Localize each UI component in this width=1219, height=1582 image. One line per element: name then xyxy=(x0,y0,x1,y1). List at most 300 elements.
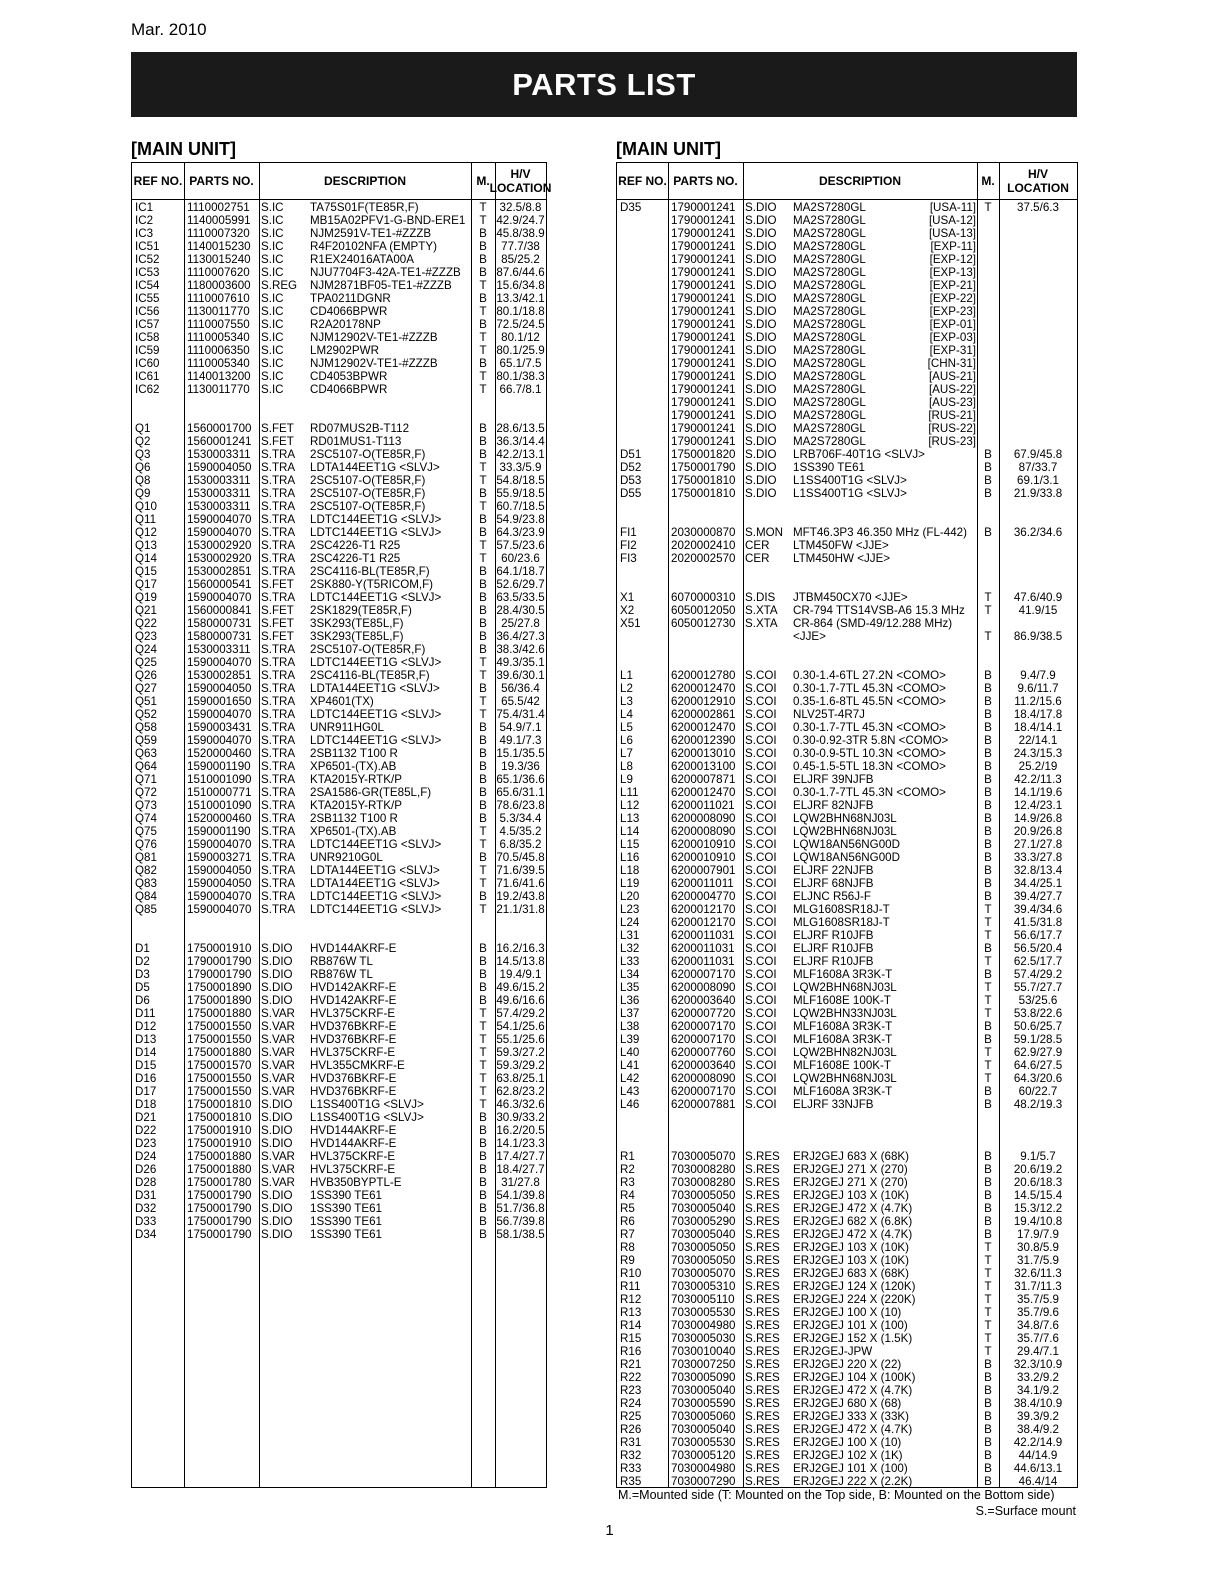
hv-location: 69.1/3.1 xyxy=(1017,474,1059,487)
parts-no: 1750001570 xyxy=(187,1059,252,1072)
ref-no: R33 xyxy=(620,1462,642,1475)
parts-no: 6200012470 xyxy=(671,786,736,799)
parts-no: 1750001880 xyxy=(187,1007,252,1020)
table-row xyxy=(617,864,1077,877)
table-row xyxy=(617,539,1077,552)
part-type: S.COI xyxy=(745,994,777,1007)
parts-no: 1790001241 xyxy=(671,331,736,344)
mounted-side: T xyxy=(984,1345,992,1358)
col-ref-no: REF NO. xyxy=(133,174,183,188)
mounted-side: B xyxy=(479,721,487,734)
ref-no: Q24 xyxy=(135,643,157,656)
table-row xyxy=(132,487,546,500)
parts-no: 6200007881 xyxy=(671,1098,736,1111)
part-type: S.IC xyxy=(261,240,284,253)
description: LRB706F-40T1G <SLVJ> xyxy=(793,448,925,461)
table-row xyxy=(617,357,1077,370)
part-type: S.DIO xyxy=(745,409,777,422)
parts-no: 7030007250 xyxy=(671,1358,736,1371)
table-row xyxy=(132,474,546,487)
parts-no: 1530002851 xyxy=(187,669,252,682)
parts-no: 7030007290 xyxy=(671,1475,736,1488)
description: 2SK880-Y(T5RICOM,F) xyxy=(310,578,434,591)
part-type: S.DIO xyxy=(745,474,777,487)
description: MA2S7280GL xyxy=(793,409,866,422)
region-code: [EXP-11] xyxy=(930,240,976,253)
description: 0.30-1.7-7TL 45.3N <COMO> xyxy=(793,786,946,799)
ref-no: X2 xyxy=(620,604,635,617)
hv-location: 20.9/26.8 xyxy=(1013,825,1063,838)
description: 1SS390 TE61 xyxy=(310,1215,382,1228)
parts-no: 1110002751 xyxy=(187,201,250,214)
description: LDTA144EET1G <SLVJ> xyxy=(310,682,440,695)
hv-location: 49.3/35.1 xyxy=(496,656,545,669)
hv-location: 16.2/16.3 xyxy=(496,942,545,955)
parts-no: 7030005050 xyxy=(671,1241,736,1254)
mounted-side: T xyxy=(984,604,992,617)
ref-no: L1 xyxy=(620,669,633,682)
ref-no: L11 xyxy=(620,786,639,799)
mounted-side: B xyxy=(984,1215,992,1228)
table-row xyxy=(132,1098,546,1111)
hv-location: 19.4/9.1 xyxy=(499,968,542,981)
ref-no: L43 xyxy=(620,1085,640,1098)
table-row xyxy=(617,214,1077,227)
table-row xyxy=(132,552,546,565)
table-row xyxy=(617,292,1077,305)
mounted-side: B xyxy=(479,591,487,604)
description: <JJE> xyxy=(793,630,826,643)
ref-no: Q52 xyxy=(135,708,157,721)
description: ERJ2GEJ 103 X (10K) xyxy=(793,1189,909,1202)
ref-no: Q26 xyxy=(135,669,157,682)
description: RB876W TL xyxy=(310,968,373,981)
table-row xyxy=(617,266,1077,279)
hv-location: 24.3/15.3 xyxy=(1013,747,1063,760)
mounted-side: B xyxy=(984,734,992,747)
ref-no: R15 xyxy=(620,1332,642,1345)
description: ELJRF R10JFB xyxy=(793,929,874,942)
part-type: S.DIO xyxy=(261,955,293,968)
parts-no: 6200007901 xyxy=(671,864,736,877)
region-code: [USA-13] xyxy=(928,227,976,240)
ref-no: Q13 xyxy=(135,539,157,552)
description: LDTA144EET1G <SLVJ> xyxy=(310,877,440,890)
mounted-side: T xyxy=(479,903,487,916)
description: LDTC144EET1G <SLVJ> xyxy=(310,656,442,669)
hv-location: 60.7/18.5 xyxy=(496,500,545,513)
mounted-side: B xyxy=(479,1137,487,1150)
hv-location: 16.2/20.5 xyxy=(496,1124,545,1137)
hv-location: 87/33.7 xyxy=(1018,461,1058,474)
part-type: S.DIO xyxy=(745,279,777,292)
region-code: [EXP-13] xyxy=(929,266,976,279)
table-row xyxy=(617,448,1077,461)
mounted-side: B xyxy=(984,968,992,981)
mounted-side: B xyxy=(479,773,487,786)
mounted-side: T xyxy=(984,1046,992,1059)
description: 0.30-0.9-5TL 10.3N <COMO> xyxy=(793,747,946,760)
parts-no: 6200011021 xyxy=(671,799,735,812)
part-type: S.VAR xyxy=(261,1007,295,1020)
ref-no: R12 xyxy=(620,1293,642,1306)
description: LM2902PWR xyxy=(310,344,379,357)
part-type: S.DIO xyxy=(745,487,777,500)
table-row xyxy=(132,1059,546,1072)
description: CD4066BPWR xyxy=(310,305,388,318)
description: 0.45-1.5-5TL 18.3N <COMO> xyxy=(793,760,946,773)
hv-location: 32.3/10.9 xyxy=(1013,1358,1063,1371)
table-row xyxy=(617,1449,1077,1462)
ref-no: L34 xyxy=(620,968,640,981)
description: HVD376BKRF-E xyxy=(310,1033,397,1046)
table-row xyxy=(132,851,546,864)
ref-no: D55 xyxy=(620,487,642,500)
ref-no: R14 xyxy=(620,1319,642,1332)
part-type: S.IC xyxy=(261,227,284,240)
table-row xyxy=(617,851,1077,864)
mounted-side: B xyxy=(479,890,487,903)
hv-location: 35.7/5.9 xyxy=(1017,1293,1059,1306)
parts-no: 1790001241 xyxy=(671,253,736,266)
table-row xyxy=(617,1384,1077,1397)
description: ERJ2GEJ 152 X (1.5K) xyxy=(793,1332,913,1345)
parts-no: 1140013200 xyxy=(187,370,251,383)
mounted-side: T xyxy=(984,1293,992,1306)
surface-mount-note: S.=Surface mount xyxy=(975,1504,1076,1518)
description: MA2S7280GL xyxy=(793,331,866,344)
table-row xyxy=(617,942,1077,955)
table-row xyxy=(617,1267,1077,1280)
table-row xyxy=(617,279,1077,292)
mounted-side: B xyxy=(479,942,487,955)
ref-no: Q17 xyxy=(135,578,157,591)
description: 2SC5107-O(TE85R,F) xyxy=(310,448,426,461)
description: R1EX24016ATA00A xyxy=(310,253,414,266)
mounted-side: B xyxy=(984,890,992,903)
description: ERJ2GEJ 271 X (270) xyxy=(793,1163,908,1176)
hv-location: 25/27.8 xyxy=(501,617,540,630)
parts-no: 7030005050 xyxy=(671,1254,736,1267)
ref-no: IC58 xyxy=(135,331,160,344)
ref-no: D1 xyxy=(135,942,150,955)
hv-location: 56.5/20.4 xyxy=(1013,942,1063,955)
table-row xyxy=(132,578,546,591)
part-type: S.COI xyxy=(745,747,777,760)
description: MA2S7280GL xyxy=(793,292,866,305)
mounted-side: T xyxy=(984,916,992,929)
mounted-side: T xyxy=(479,279,487,292)
hv-location: 34.1/9.2 xyxy=(1017,1384,1059,1397)
parts-no: 6200011011 xyxy=(671,877,734,890)
part-type: S.DIO xyxy=(745,305,777,318)
parts-no: 7030005070 xyxy=(671,1150,736,1163)
part-type: S.VAR xyxy=(261,1085,295,1098)
description: LQW2BHN82NJ03L xyxy=(793,1046,897,1059)
ref-no: L46 xyxy=(620,1098,640,1111)
hv-location: 19.4/10.8 xyxy=(1013,1215,1063,1228)
mounted-side: T xyxy=(479,656,487,669)
mounted-side: T xyxy=(984,1280,992,1293)
table-row xyxy=(132,539,546,552)
part-type: S.TRA xyxy=(261,500,296,513)
description: MLG1608SR18J-T xyxy=(793,903,890,916)
description: 1SS390 TE61 xyxy=(310,1189,382,1202)
description: ERJ2GEJ 220 X (22) xyxy=(793,1358,902,1371)
parts-no: 1130011770 xyxy=(187,383,250,396)
ref-no: Q84 xyxy=(135,890,157,903)
hv-location: 71.6/41.6 xyxy=(496,877,545,890)
ref-no: Q63 xyxy=(135,747,157,760)
parts-no: 1790001790 xyxy=(187,955,252,968)
description: ERJ2GEJ 682 X (6.8K) xyxy=(793,1215,913,1228)
parts-no: 6200012170 xyxy=(671,916,736,929)
table-row xyxy=(617,812,1077,825)
table-row xyxy=(132,968,546,981)
parts-no: 1530002920 xyxy=(187,552,252,565)
description: NLV25T-4R7J xyxy=(793,708,865,721)
table-row xyxy=(617,1150,1077,1163)
part-type: S.DIO xyxy=(745,448,777,461)
part-type: S.FET xyxy=(261,435,294,448)
part-type: S.DIO xyxy=(745,461,777,474)
table-row xyxy=(617,1241,1077,1254)
description: LDTC144EET1G <SLVJ> xyxy=(310,838,442,851)
part-type: S.DIO xyxy=(745,396,777,409)
ref-no: R21 xyxy=(620,1358,642,1371)
ref-no: Q75 xyxy=(135,825,157,838)
description: 2SC5107-O(TE85R,F) xyxy=(310,474,426,487)
mounted-side: B xyxy=(479,1111,487,1124)
description: ERJ2GEJ 333 X (33K) xyxy=(793,1410,909,1423)
table-row xyxy=(617,526,1077,539)
table-row xyxy=(132,1033,546,1046)
mounted-side: B xyxy=(984,474,992,487)
parts-no: 1590004070 xyxy=(187,526,252,539)
parts-no: 6200008090 xyxy=(671,1072,736,1085)
table-row xyxy=(617,253,1077,266)
mounted-side: B xyxy=(479,435,487,448)
part-type: S.FET xyxy=(261,578,294,591)
mounted-side: B xyxy=(984,708,992,721)
mounted-side: T xyxy=(479,825,487,838)
mounted-side: T xyxy=(984,630,992,643)
parts-no: 1110007320 xyxy=(187,227,250,240)
table-row xyxy=(617,487,1077,500)
parts-no: 1110007550 xyxy=(187,318,250,331)
parts-no: 7030005590 xyxy=(671,1397,736,1410)
mounted-side: T xyxy=(984,1319,992,1332)
part-type: S.TRA xyxy=(261,825,296,838)
mounted-side: B xyxy=(984,747,992,760)
mounted-side: B xyxy=(479,448,487,461)
parts-no: 1590004070 xyxy=(187,890,252,903)
part-type: S.RES xyxy=(745,1410,780,1423)
description: LQW2BHN33NJ03L xyxy=(793,1007,897,1020)
mounted-side: B xyxy=(984,1150,992,1163)
description: MFT46.3P3 46.350 MHz (FL-442) xyxy=(793,526,967,539)
description: MA2S7280GL xyxy=(793,357,866,370)
part-type: S.TRA xyxy=(261,721,296,734)
mounted-side: T xyxy=(984,994,992,1007)
hv-location: 57.4/29.2 xyxy=(496,1007,545,1020)
parts-no: 6200007720 xyxy=(671,1007,736,1020)
hv-location: 63.8/25.1 xyxy=(496,1072,545,1085)
mounted-side: B xyxy=(984,1371,992,1384)
description: LDTC144EET1G <SLVJ> xyxy=(310,591,442,604)
ref-no: Q73 xyxy=(135,799,157,812)
parts-no: 7030005040 xyxy=(671,1423,736,1436)
part-type: S.COI xyxy=(745,1072,777,1085)
parts-no: 1590004050 xyxy=(187,682,252,695)
hv-location: 62.8/23.2 xyxy=(496,1085,545,1098)
mounted-side: T xyxy=(984,1072,992,1085)
table-row xyxy=(617,474,1077,487)
part-type: S.IC xyxy=(261,357,284,370)
table-row xyxy=(132,708,546,721)
description: ERJ2GEJ 271 X (270) xyxy=(793,1176,908,1189)
ref-no: L7 xyxy=(620,747,633,760)
part-type: S.COI xyxy=(745,682,777,695)
mounted-side: B xyxy=(479,357,487,370)
table-row xyxy=(132,1163,546,1176)
table-row xyxy=(617,890,1077,903)
description: RD01MUS1-T113 xyxy=(310,435,402,448)
parts-no: 6200010910 xyxy=(671,851,736,864)
mounted-side: T xyxy=(984,1059,992,1072)
description: XP6501-(TX).AB xyxy=(310,760,397,773)
mounted-side: T xyxy=(479,1072,487,1085)
ref-no: R2 xyxy=(620,1163,635,1176)
part-type: CER xyxy=(745,552,770,565)
parts-no: 1560001241 xyxy=(187,435,252,448)
col-description: DESCRIPTION xyxy=(323,174,406,188)
ref-no: Q51 xyxy=(135,695,157,708)
ref-no: IC56 xyxy=(135,305,160,318)
description: HVD376BKRF-E xyxy=(310,1072,397,1085)
part-type: S.RES xyxy=(745,1397,780,1410)
table-row xyxy=(617,981,1077,994)
hv-location: 39.6/30.1 xyxy=(496,669,545,682)
table-row xyxy=(617,396,1077,409)
mounted-side: T xyxy=(479,838,487,851)
part-type: S.RES xyxy=(745,1306,780,1319)
table-row xyxy=(132,253,546,266)
table-row xyxy=(617,1345,1077,1358)
ref-no: IC57 xyxy=(135,318,160,331)
part-type: S.DIO xyxy=(261,994,293,1007)
description: LQW2BHN68NJ03L xyxy=(793,981,897,994)
part-type: S.TRA xyxy=(261,838,296,851)
parts-no: 7030005310 xyxy=(671,1280,736,1293)
description: CD4066BPWR xyxy=(310,383,388,396)
ref-no: Q15 xyxy=(135,565,157,578)
ref-no: D11 xyxy=(135,1007,156,1020)
mounted-side: T xyxy=(479,461,487,474)
ref-no: D32 xyxy=(135,1202,157,1215)
description: ERJ2GEJ 683 X (68K) xyxy=(793,1267,909,1280)
mounted-side: B xyxy=(984,851,992,864)
parts-no: 1790001241 xyxy=(671,266,736,279)
hv-location: 56.6/17.7 xyxy=(1013,929,1063,942)
hv-location: 54.1/25.6 xyxy=(496,1020,545,1033)
page-title: PARTS LIST xyxy=(131,52,1077,117)
parts-no: 7030005040 xyxy=(671,1228,736,1241)
hv-location: 42.2/13.1 xyxy=(496,448,545,461)
mounted-side: T xyxy=(479,344,487,357)
description: 1SS390 TE61 xyxy=(310,1228,382,1241)
hv-location: 19.2/43.8 xyxy=(496,890,545,903)
part-type: S.TRA xyxy=(261,448,296,461)
ref-no: D15 xyxy=(135,1059,157,1072)
hv-location: 57.4/29.2 xyxy=(1013,968,1063,981)
ref-no: D31 xyxy=(135,1189,157,1202)
description: LDTC144EET1G <SLVJ> xyxy=(310,903,442,916)
hv-location: 49.1/7.3 xyxy=(499,734,542,747)
mounted-side: B xyxy=(479,955,487,968)
hv-location: 49.6/15.2 xyxy=(496,981,545,994)
description: L1SS400T1G <SLVJ> xyxy=(310,1111,424,1124)
hv-location: 57.5/23.6 xyxy=(496,539,545,552)
table-row xyxy=(132,292,546,305)
table-row xyxy=(617,1007,1077,1020)
part-type: S.DIO xyxy=(261,942,293,955)
description: MLF1608A 3R3K-T xyxy=(793,1020,893,1033)
table-row xyxy=(617,422,1077,435)
table-row xyxy=(132,448,546,461)
part-type: S.VAR xyxy=(261,1020,295,1033)
hv-location: 31/27.8 xyxy=(501,1176,540,1189)
mounted-side: B xyxy=(984,682,992,695)
right-section-title: [MAIN UNIT] xyxy=(616,139,721,159)
part-type: S.IC xyxy=(261,331,284,344)
parts-no: 6200002861 xyxy=(671,708,736,721)
part-type: S.DIO xyxy=(261,1202,293,1215)
parts-no: 1750001790 xyxy=(187,1189,252,1202)
table-row xyxy=(132,981,546,994)
hv-location: 36.4/27.3 xyxy=(496,630,545,643)
ref-no: R35 xyxy=(620,1475,642,1488)
parts-no: 1130015240 xyxy=(187,253,251,266)
parts-no: 1790001241 xyxy=(671,201,736,214)
date-label: Mar. 2010 xyxy=(131,20,207,39)
table-row xyxy=(617,760,1077,773)
hv-location: 12.4/23.1 xyxy=(1013,799,1063,812)
parts-no: 2020002410 xyxy=(671,539,736,552)
table-row xyxy=(617,1176,1077,1189)
ref-no: Q58 xyxy=(135,721,157,734)
part-type: S.TRA xyxy=(261,851,296,864)
parts-no: 1590004050 xyxy=(187,877,252,890)
mounted-side: B xyxy=(984,721,992,734)
parts-no: 7030008280 xyxy=(671,1163,736,1176)
hv-location: 42.9/24.7 xyxy=(496,214,545,227)
ref-no: D3 xyxy=(135,968,150,981)
parts-no: 6200011031 xyxy=(671,955,735,968)
parts-no: 1590001650 xyxy=(187,695,252,708)
table-row xyxy=(132,305,546,318)
table-row xyxy=(617,1254,1077,1267)
hv-location: 29.4/7.1 xyxy=(1017,1345,1059,1358)
parts-no: 6200012170 xyxy=(671,903,736,916)
table-row xyxy=(132,682,546,695)
ref-no: R11 xyxy=(620,1280,641,1293)
part-type: S.TRA xyxy=(261,786,296,799)
mounted-side: B xyxy=(984,786,992,799)
mounted-side: B xyxy=(984,812,992,825)
table-row xyxy=(617,305,1077,318)
ref-no: R6 xyxy=(620,1215,635,1228)
